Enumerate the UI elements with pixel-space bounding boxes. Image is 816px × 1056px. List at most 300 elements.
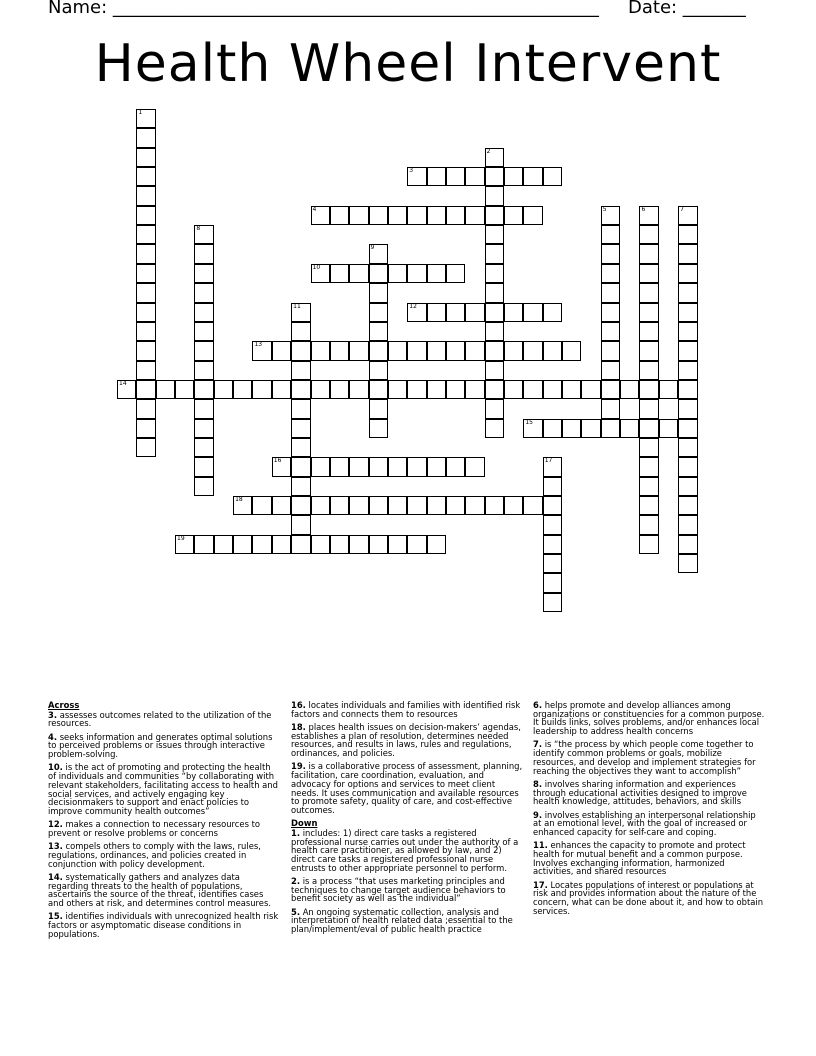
grid-cell[interactable] [523,206,542,225]
clue-text: systematically gathers and analyzes data regarding threats to the health of populations, ascertains the source of the threat, identifies cases and others at risk, and determines control measures. [48,871,271,909]
grid-cell[interactable] [446,380,465,399]
clue-number: 2. [291,876,301,887]
grid-cell[interactable] [330,264,349,283]
grid-cell[interactable] [136,283,155,302]
clue-number: 11. [533,840,548,851]
clue-start-number: 7 [680,205,684,213]
grid-cell[interactable] [639,341,658,360]
grid-cell[interactable] [194,477,213,496]
clues-column-2 [291,701,523,938]
grid-cell[interactable] [601,225,620,244]
grid-cell[interactable] [601,264,620,283]
grid-cell[interactable] [485,244,504,263]
grid-cell[interactable] [639,496,658,515]
grid-cell[interactable] [291,535,310,554]
down-heading: Down [291,818,318,829]
clue-across-19 [291,762,523,814]
grid-cell[interactable] [543,419,562,438]
grid-cell[interactable] [311,535,330,554]
grid-cell[interactable] [678,419,697,438]
grid-cell[interactable] [252,535,271,554]
clue-number: 6. [533,700,543,710]
clue-text: makes a connection to necessary resources to prevent or resolve problems or concerns [48,819,261,838]
grid-cell[interactable] [175,535,194,554]
grid-cell[interactable] [639,322,658,341]
grid-cell[interactable] [678,264,697,283]
grid-cell[interactable] [369,303,388,322]
grid-cell[interactable] [678,341,697,360]
grid-cell[interactable] [349,264,368,283]
grid-cell[interactable] [485,225,504,244]
grid-cell[interactable] [136,244,155,263]
grid-cell[interactable] [214,535,233,554]
grid-cell[interactable] [581,380,600,399]
grid-cell[interactable] [291,399,310,418]
grid-cell[interactable] [678,496,697,515]
grid-cell[interactable] [678,535,697,554]
grid-cell[interactable] [465,457,484,476]
grid-cell[interactable] [601,244,620,263]
grid-cell[interactable] [504,380,523,399]
grid-cell[interactable] [446,206,465,225]
grid-cell[interactable] [543,477,562,496]
grid-cell[interactable] [639,535,658,554]
grid-cell[interactable] [446,303,465,322]
clue-start-number: 14 [119,379,127,387]
grid-cell[interactable] [523,496,542,515]
grid-cell[interactable] [639,399,658,418]
grid-cell[interactable] [136,167,155,186]
grid-cell[interactable] [523,341,542,360]
grid-cell[interactable] [581,419,600,438]
grid-cell[interactable] [136,341,155,360]
clue-start-number: 3 [409,167,414,175]
grid-cell[interactable] [543,515,562,534]
clues-column-3 [533,701,765,920]
grid-cell[interactable] [136,438,155,457]
grid-cell[interactable] [194,380,213,399]
grid-cell[interactable] [639,225,658,244]
grid-cell[interactable] [136,303,155,322]
clue-start-number: 4 [312,205,317,213]
grid-cell[interactable] [252,380,271,399]
grid-cell[interactable] [272,341,291,360]
grid-cell[interactable] [330,380,349,399]
grid-cell[interactable] [523,303,542,322]
grid-cell[interactable] [136,322,155,341]
grid-cell[interactable] [388,457,407,476]
clue-start-number: 5 [602,205,607,213]
grid-cell[interactable] [620,380,639,399]
puzzle-title: Health Wheel Intervent [94,34,722,94]
grid-cell[interactable] [639,380,658,399]
grid-cell[interactable] [562,419,581,438]
grid-cell[interactable] [330,206,349,225]
grid-cell[interactable] [601,341,620,360]
grid-cell[interactable] [388,496,407,515]
grid-cell[interactable] [194,419,213,438]
grid-cell[interactable] [601,322,620,341]
grid-cell[interactable] [427,380,446,399]
grid-cell[interactable] [330,341,349,360]
grid-cell[interactable] [601,361,620,380]
name-field-label: Name: ______________________________________________________ [48,0,599,18]
grid-cell[interactable] [233,380,252,399]
grid-cell[interactable] [349,496,368,515]
grid-cell[interactable] [194,457,213,476]
clue-start-number: 1 [138,109,143,116]
grid-cell[interactable] [504,167,523,186]
grid-cell[interactable] [678,361,697,380]
grid-cell[interactable] [407,341,426,360]
grid-cell[interactable] [349,380,368,399]
clue-start-number: 2 [486,147,491,155]
grid-cell[interactable] [407,303,426,322]
clue-across-14 [48,873,280,908]
clue-down-8 [533,780,765,806]
grid-cell[interactable] [388,380,407,399]
grid-cell[interactable] [214,380,233,399]
grid-cell[interactable] [543,303,562,322]
grid-cell[interactable] [427,167,446,186]
grid-cell[interactable] [194,438,213,457]
grid-cell[interactable] [485,167,504,186]
grid-cell[interactable] [369,419,388,438]
grid-cell[interactable] [562,341,581,360]
grid-cell[interactable] [543,380,562,399]
grid-cell[interactable] [427,535,446,554]
grid-cell[interactable] [620,419,639,438]
grid-cell[interactable] [678,438,697,457]
grid-cell[interactable] [291,322,310,341]
grid-cell[interactable] [678,303,697,322]
grid-cell[interactable] [272,457,291,476]
grid-cell[interactable] [369,457,388,476]
clue-text: is “the process by which people come together to identify common problems or goals, mobilize resources, and develop and implement strategies for reaching the objectives they want to accomplish” [533,739,756,776]
clue-start-number: 15 [525,418,533,426]
grid-cell[interactable] [233,496,252,515]
clue-start-number: 19 [177,534,185,542]
grid-cell[interactable] [407,457,426,476]
grid-cell[interactable] [543,457,562,476]
clue-number: 14. [48,871,63,882]
grid-cell[interactable] [291,457,310,476]
grid-cell[interactable] [330,535,349,554]
grid-cell[interactable] [136,186,155,205]
grid-cell[interactable] [485,380,504,399]
grid-cell[interactable] [194,535,213,554]
grid-cell[interactable] [678,477,697,496]
grid-cell[interactable] [136,419,155,438]
clue-text: enhances the capacity to promote and protect health for mutual benefit and a common purpose. Involves exchanging information, harmonized activities, and shared resources [533,840,746,877]
grid-cell[interactable] [136,128,155,147]
grid-cell[interactable] [601,303,620,322]
grid-cell[interactable] [407,167,426,186]
grid-cell[interactable] [427,206,446,225]
clue-down-11 [533,841,765,876]
grid-cell[interactable] [291,496,310,515]
grid-cell[interactable] [427,264,446,283]
grid-cell[interactable] [407,206,426,225]
grid-cell[interactable] [311,457,330,476]
grid-cell[interactable] [175,380,194,399]
grid-cell[interactable] [543,593,562,612]
grid-cell[interactable] [678,206,697,225]
grid-cell[interactable] [485,206,504,225]
grid-cell[interactable] [485,361,504,380]
grid-cell[interactable] [136,206,155,225]
grid-cell[interactable] [407,496,426,515]
clue-number: 18. [291,722,306,732]
grid-cell[interactable] [601,283,620,302]
grid-cell[interactable] [427,457,446,476]
grid-cell[interactable] [369,244,388,263]
grid-cell[interactable] [504,496,523,515]
grid-cell[interactable] [678,554,697,573]
clue-across-15 [48,912,280,938]
grid-cell[interactable] [388,264,407,283]
grid-cell[interactable] [523,380,542,399]
grid-cell[interactable] [678,399,697,418]
grid-cell[interactable] [485,148,504,167]
grid-cell[interactable] [543,535,562,554]
grid-cell[interactable] [136,109,155,128]
grid-cell[interactable] [272,380,291,399]
clue-start-number: 10 [312,263,321,271]
grid-cell[interactable] [504,341,523,360]
grid-cell[interactable] [562,380,581,399]
date-field-label: Date: _______ [628,0,746,18]
grid-cell[interactable] [233,535,252,554]
grid-cell[interactable] [369,206,388,225]
grid-cell[interactable] [543,496,562,515]
grid-cell[interactable] [446,341,465,360]
grid-cell[interactable] [369,399,388,418]
clue-number: 8. [533,778,543,789]
grid-cell[interactable] [446,264,465,283]
grid-cell[interactable] [601,206,620,225]
grid-cell[interactable] [369,380,388,399]
clue-text: locates individuals and families with identified risk factors and connects them to resources [291,700,521,719]
grid-cell[interactable] [485,322,504,341]
grid-cell[interactable] [194,303,213,322]
grid-cell[interactable] [272,496,291,515]
grid-cell[interactable] [136,148,155,167]
grid-cell[interactable] [678,515,697,534]
grid-cell[interactable] [639,244,658,263]
grid-cell[interactable] [639,361,658,380]
grid-cell[interactable] [678,283,697,302]
grid-cell[interactable] [465,303,484,322]
grid-cell[interactable] [639,264,658,283]
clue-number: 3. [48,709,58,720]
grid-cell[interactable] [465,167,484,186]
grid-cell[interactable] [194,322,213,341]
grid-cell[interactable] [117,380,136,399]
grid-cell[interactable] [485,283,504,302]
grid-cell[interactable] [291,361,310,380]
grid-cell[interactable] [446,496,465,515]
grid-cell[interactable] [291,515,310,534]
grid-cell[interactable] [485,496,504,515]
grid-cell[interactable] [485,341,504,360]
grid-cell[interactable] [601,399,620,418]
clue-number: 1. [291,827,301,838]
grid-cell[interactable] [543,554,562,573]
clue-start-number: 16 [273,457,282,465]
grid-cell[interactable] [311,380,330,399]
grid-cell[interactable] [194,399,213,418]
clue-number: 4. [48,731,58,742]
grid-cell[interactable] [369,496,388,515]
grid-cell[interactable] [291,477,310,496]
grid-cell[interactable] [194,264,213,283]
clue-text: seeks information and generates optimal solutions to perceived problems or issues through interactive problem-solving. [48,731,273,760]
grid-cell[interactable] [136,380,155,399]
grid-cell[interactable] [504,206,523,225]
grid-cell[interactable] [639,206,658,225]
grid-cell[interactable] [388,535,407,554]
grid-cell[interactable] [485,186,504,205]
clue-text: places health issues on decision-makers’ agendas, establishes a plan of resolution, determines needed resources, and results in laws, rules and regulations, ordinances, and policies. [291,722,521,759]
grid-cell[interactable] [465,206,484,225]
clue-down-2 [291,877,523,903]
grid-cell[interactable] [311,496,330,515]
grid-cell[interactable] [639,438,658,457]
grid-cell[interactable] [349,341,368,360]
grid-cell[interactable] [639,477,658,496]
clue-number: 15. [48,911,63,922]
grid-cell[interactable] [523,167,542,186]
grid-cell[interactable] [639,303,658,322]
grid-cell[interactable] [427,303,446,322]
clue-text: compels others to comply with the laws, rules, regulations, ordinances, and policies created in conjunction with policy development. [48,841,261,869]
clue-number: 7. [533,739,543,750]
grid-cell[interactable] [136,361,155,380]
grid-cell[interactable] [369,341,388,360]
grid-cell[interactable] [678,322,697,341]
grid-cell[interactable] [601,419,620,438]
grid-cell[interactable] [369,283,388,302]
clue-across-12 [48,820,280,837]
grid-cell[interactable] [272,535,291,554]
grid-cell[interactable] [485,399,504,418]
clue-across-18 [291,723,523,758]
grid-cell[interactable] [485,303,504,322]
grid-cell[interactable] [252,496,271,515]
clue-down-5 [291,908,523,934]
grid-cell[interactable] [504,303,523,322]
grid-cell[interactable] [639,457,658,476]
clue-text: helps promote and develop alliances among organizations or constituencies for a common purpose. It builds links, solves problems, and/or enhances local leadership to address health concerns [533,700,765,737]
grid-cell[interactable] [291,438,310,457]
grid-cell[interactable] [291,303,310,322]
grid-cell[interactable] [678,380,697,399]
grid-cell[interactable] [349,535,368,554]
grid-cell[interactable] [330,457,349,476]
grid-cell[interactable] [311,341,330,360]
grid-cell[interactable] [659,380,678,399]
grid-cell[interactable] [194,361,213,380]
grid-cell[interactable] [291,341,310,360]
clue-text: is a process “that uses marketing principles and techniques to change target audience behaviors to benefit society as well as the individual” [291,876,506,904]
grid-cell[interactable] [465,341,484,360]
clue-number: 5. [291,906,301,917]
grid-cell[interactable] [369,322,388,341]
across-heading: Across [48,700,80,710]
grid-cell[interactable] [194,225,213,244]
grid-cell[interactable] [349,457,368,476]
grid-cell[interactable] [485,264,504,283]
grid-cell[interactable] [678,244,697,263]
clue-start-number: 17 [544,457,553,465]
grid-cell[interactable] [407,264,426,283]
grid-cell[interactable] [659,419,678,438]
grid-cell[interactable] [330,496,349,515]
grid-cell[interactable] [194,244,213,263]
grid-cell[interactable] [523,419,542,438]
grid-cell[interactable] [639,283,658,302]
grid-cell[interactable] [369,535,388,554]
clue-down-6 [533,701,765,736]
grid-cell[interactable] [485,419,504,438]
clue-text: is the act of promoting and protecting the health of individuals and communities “by collaborating with relevant stakeholders, facilitating access to health and social services, and actively engaging key decisionmakers to support and enact policies to improve community health outcomes” [48,762,278,816]
clue-start-number: 9 [370,244,375,252]
grid-cell[interactable] [156,380,175,399]
grid-cell[interactable] [543,167,562,186]
grid-cell[interactable] [427,496,446,515]
grid-cell[interactable] [543,573,562,592]
clue-number: 10. [48,762,63,773]
grid-cell[interactable] [446,457,465,476]
clue-start-number: 18 [235,496,243,503]
grid-cell[interactable] [427,341,446,360]
grid-cell[interactable] [194,341,213,360]
clue-start-number: 8 [196,225,201,233]
grid-cell[interactable] [678,457,697,476]
grid-cell[interactable] [349,206,368,225]
grid-cell[interactable] [291,419,310,438]
grid-cell[interactable] [678,225,697,244]
grid-cell[interactable] [465,380,484,399]
grid-cell[interactable] [311,206,330,225]
clue-start-number: 11 [293,302,301,310]
clue-number: 12. [48,819,63,830]
clue-start-number: 6 [641,205,646,213]
grid-cell[interactable] [369,361,388,380]
grid-cell[interactable] [291,380,310,399]
clue-number: 19. [291,761,306,772]
grid-cell[interactable] [252,341,271,360]
grid-cell[interactable] [311,264,330,283]
grid-cell[interactable] [639,419,658,438]
grid-cell[interactable] [136,225,155,244]
grid-cell[interactable] [407,535,426,554]
grid-cell[interactable] [136,264,155,283]
grid-cell[interactable] [601,380,620,399]
grid-cell[interactable] [639,515,658,534]
grid-cell[interactable] [446,167,465,186]
grid-cell[interactable] [136,399,155,418]
grid-cell[interactable] [369,264,388,283]
grid-cell[interactable] [388,341,407,360]
grid-cell[interactable] [388,206,407,225]
grid-cell[interactable] [407,380,426,399]
grid-cell[interactable] [465,496,484,515]
grid-cell[interactable] [194,283,213,302]
grid-cell[interactable] [543,341,562,360]
clue-down-9 [533,811,765,837]
